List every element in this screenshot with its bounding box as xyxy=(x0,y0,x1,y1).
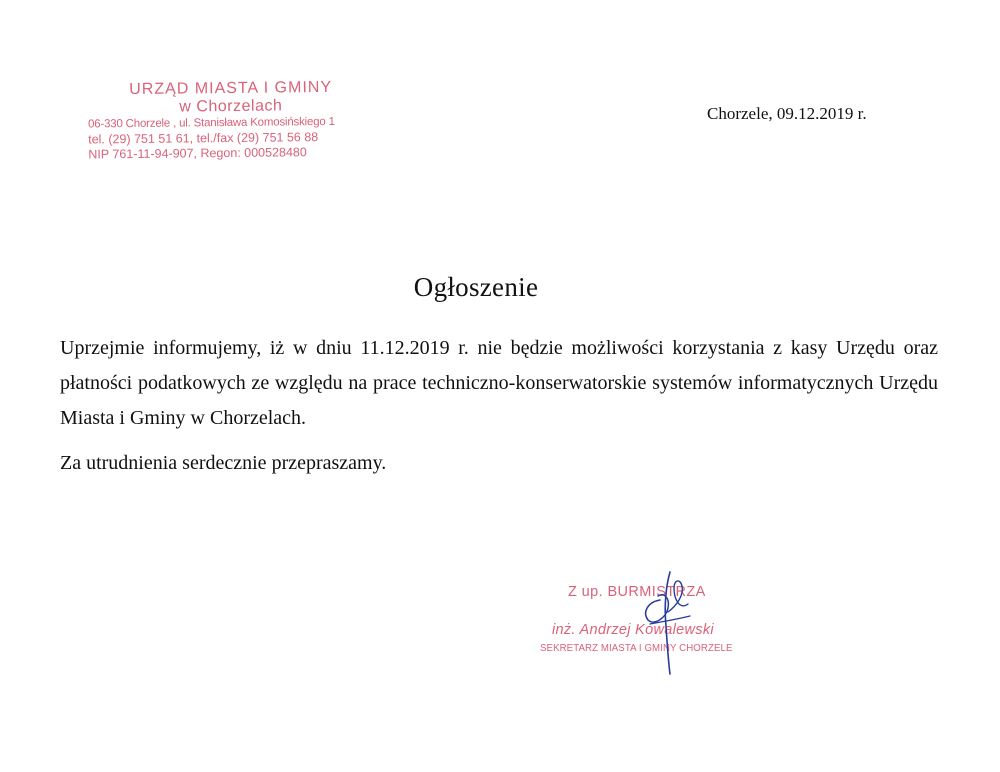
signature-authority: Z up. BURMISTRZA xyxy=(568,584,706,600)
stamp-office-name: URZĄD MIASTA I GMINY xyxy=(129,78,333,99)
signatory-name: inż. Andrzej Kowalewski xyxy=(552,622,714,638)
stamp-address: 06-330 Chorzele , ul. Stanisława Komosińskiego 1 xyxy=(87,115,335,131)
signatory-role: SEKRETARZ MIASTA I GMINY CHORZELE xyxy=(540,642,733,654)
apology-line: Za utrudnienia serdecznie przepraszamy. xyxy=(60,452,387,474)
document-body xyxy=(60,331,938,481)
handwritten-signature xyxy=(630,566,710,678)
office-header-stamp xyxy=(88,79,369,163)
announcement-paragraph: Uprzejmie informujemy, iż w dniu 11.12.2019 r. nie będzie możliwości korzystania z kasy Urzędu oraz płatności podatkowych ze względu na prace techniczno-konserwatorskie systemów informatycznych Urzędu Miasta i Gminy w Chorzelach. xyxy=(60,337,938,429)
document-date: Chorzele, 09.12.2019 r. xyxy=(707,104,867,123)
stamp-office-location: w Chorzelach xyxy=(179,97,283,116)
stamp-tax-ids: NIP 761-11-94-907, Regon: 000528480 xyxy=(88,145,307,162)
document-title: Ogłoszenie xyxy=(413,272,539,302)
stamp-phone: tel. (29) 751 51 61, tel./fax (29) 751 56 88 xyxy=(88,130,319,147)
